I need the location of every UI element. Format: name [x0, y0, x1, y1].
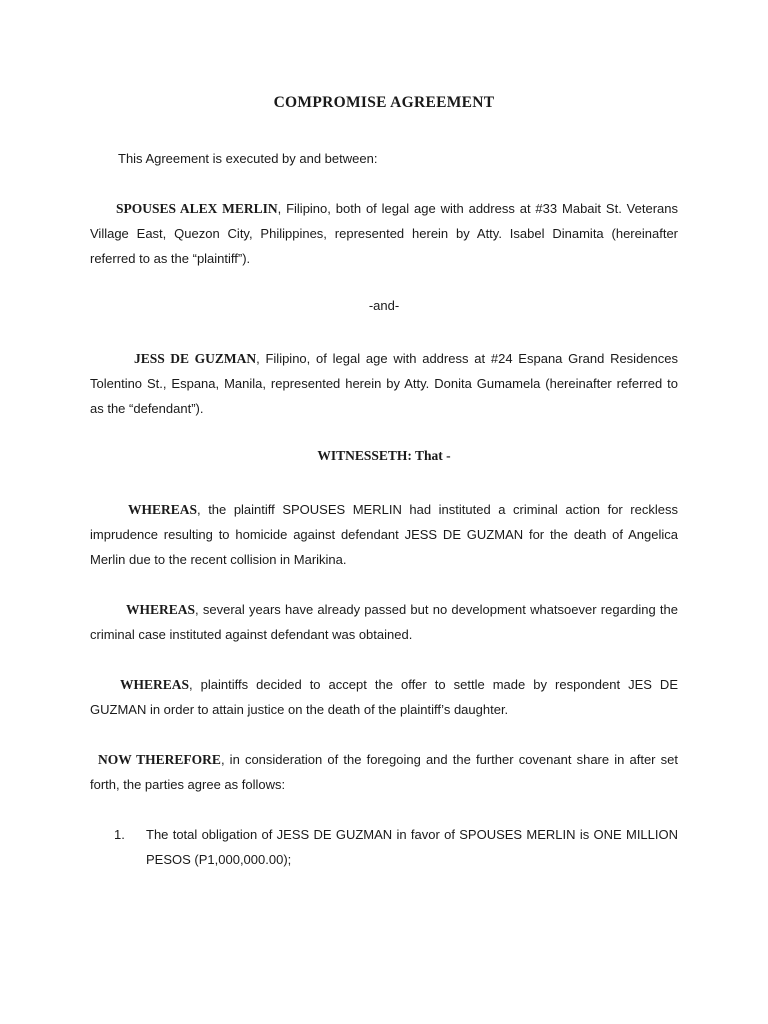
whereas2-text: , several years have already passed but no development whatsoever regarding the criminal case instituted against defendant was obtained. — [90, 602, 678, 642]
list-item — [90, 822, 678, 872]
now-therefore-text: , in consideration of the foregoing and the further covenant share in after set forth, the parties agree as follows: — [90, 752, 678, 792]
whereas1-label: WHEREAS — [128, 502, 198, 517]
whereas3-label: WHEREAS — [120, 677, 190, 692]
whereas2-paragraph — [90, 597, 678, 647]
party1-paragraph — [90, 196, 678, 271]
witnesseth-text: WITNESSETH: That - — [317, 448, 451, 463]
whereas1-paragraph — [90, 497, 678, 572]
intro-text: This Agreement is executed by and between: — [118, 151, 378, 166]
whereas3-text: , plaintiffs decided to accept the offer to settle made by respondent JES DE GUZMAN in order to attain justice on the death of the plaintiff’s daughter. — [90, 677, 678, 717]
party2-paragraph — [90, 346, 678, 421]
now-therefore-label: NOW THEREFORE — [98, 752, 221, 767]
party2-name: JESS DE GUZMAN — [134, 351, 257, 366]
whereas1-text: , the plaintiff SPOUSES MERLIN had instituted a criminal action for reckless imprudence resulting to homicide against defendant JESS DE GUZMAN for the death of Angelica Merlin due to the recent collision in Marikina. — [90, 502, 678, 567]
party1-name: SPOUSES ALEX MERLIN — [116, 201, 278, 216]
party2-text: , Filipino, of legal age with address at #24 Espana Grand Residences Tolentino St., Espana, Manila, represented herein by Atty. Donita Gumamela (hereinafter referred to as the “defendant”). — [90, 351, 678, 416]
and-separator: -and- — [368, 298, 400, 313]
terms-list — [90, 822, 678, 872]
now-therefore-paragraph — [90, 747, 678, 797]
document-title: COMPROMISE AGREEMENT — [273, 94, 495, 111]
whereas3-paragraph — [90, 672, 678, 722]
party1-text: , Filipino, both of legal age with address at #33 Mabait St. Veterans Village East, Quezon City, Philippines, represented herein by Atty. Isabel Dinamita (hereinafter referred to as the “plaintiff”). — [90, 201, 678, 266]
intro-paragraph — [90, 146, 678, 171]
whereas2-label: WHEREAS — [126, 602, 196, 617]
witnesseth-heading — [0, 448, 768, 464]
term-text: The total obligation of JESS DE GUZMAN in favor of SPOUSES MERLIN is ONE MILLION PESOS (P1,000,000.00); — [146, 827, 678, 867]
term-number: 1. — [114, 827, 125, 842]
